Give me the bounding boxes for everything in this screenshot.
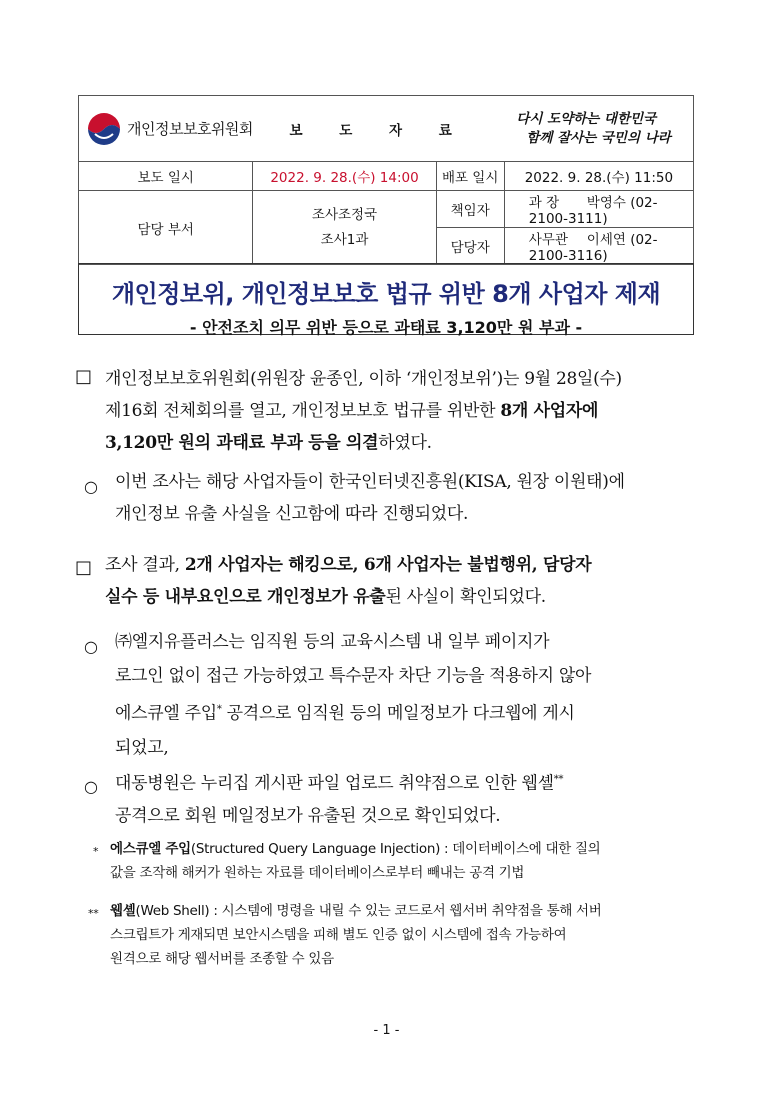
footnote-marker: * [216, 704, 222, 715]
slogan-line-1: 다시 도약하는 대한민국 [516, 110, 657, 127]
responsible-contact [504, 191, 693, 228]
square-bullet: □ [75, 557, 93, 578]
square-bullet: □ [75, 366, 93, 387]
paragraph-1-line-1: 개인정보보호위원회(위원장 윤종인, 이하 ‘개인정보위’)는 9월 28일(수) [105, 369, 622, 389]
paragraph-2-line-1: 이번 조사는 해당 사업자들이 한국인터넷진흥원(KISA, 원장 이원태)에 [115, 472, 625, 492]
manager-contact [504, 228, 693, 265]
headline-box [78, 263, 694, 335]
paragraph-3-line-2-text: 된 사실이 확인되었다. [385, 587, 546, 607]
paragraph-3-line-2 [105, 581, 705, 613]
paragraph-1-line-3-emphasis: 3,120만 원의 과태료 부과 등을 의결 [105, 433, 379, 453]
paragraph-1-line-3 [105, 427, 705, 459]
footnote-1-line-2: 값을 조작해 해커가 원하는 자료를 데이터베이스로부터 빼내는 공격 기법 [110, 865, 525, 881]
distribution-time-value: 2022. 9. 28.(수) 11:50 [504, 162, 693, 191]
responsible-phone: 박영수 (02-2100-3111) [528, 195, 658, 227]
footnote-2 [110, 899, 700, 971]
footnote-2-term: 웹셸 [110, 903, 136, 919]
paragraph-1-line-3-text: 하였다. [378, 433, 432, 453]
department-label: 담당 부서 [79, 191, 253, 265]
footnote-1-line-1 [110, 837, 700, 861]
responsible-title: 과 장 [528, 195, 560, 211]
footnote-2-text: (Web Shell) : 시스템에 명령을 내릴 수 있는 코드로서 웹서버 취약점을 통해 서버 [135, 903, 602, 919]
paragraph-5 [115, 764, 705, 832]
paragraph-5-line-2: 공격으로 회원 메일정보가 유출된 것으로 확인되었다. [115, 805, 501, 826]
department-bureau: 조사조정국 [311, 206, 378, 223]
paragraph-4-line-4: 되었고, [115, 737, 169, 758]
footnote-1-marker: * [93, 845, 99, 858]
paragraph-1-line-2 [105, 395, 705, 427]
paragraph-4 [115, 625, 705, 765]
responsible-label: 책임자 [436, 191, 504, 228]
paragraph-4-line-3 [115, 693, 705, 731]
paragraph-4-line-1: ㈜엘지유플러스는 임직원 등의 교육시스템 내 일부 페이지가 [115, 632, 550, 652]
manager-label: 담당자 [436, 228, 504, 265]
circle-bullet: ○ [84, 637, 98, 656]
department-value [253, 191, 436, 265]
org-name: 개인정보보호위원회 [127, 120, 253, 138]
footnote-1 [110, 837, 700, 885]
distribution-time-label: 배포 일시 [436, 162, 504, 191]
footnote-2-line-1 [110, 899, 700, 923]
manager-title: 사무관 [528, 232, 568, 248]
paragraph-1-line-2-text: 제16회 전체회의를 열고, 개인정보보호 법규를 위반한 [105, 401, 501, 421]
paragraph-2 [115, 466, 705, 530]
footnote-marker: ** [553, 774, 564, 785]
circle-bullet: ○ [84, 777, 98, 796]
paragraph-3-line-1-text: 조사 결과, [105, 555, 185, 575]
government-emblem-icon [87, 112, 121, 146]
paragraph-4-line-2: 로그인 없이 접근 가능하였고 특수문자 차단 기능을 적용하지 않아 [115, 666, 592, 686]
footnote-2-line-2: 스크립트가 게재되면 보안시스템을 피해 별도 인증 없이 시스템에 접속 가능하여 [110, 927, 567, 943]
department-division: 조사1과 [320, 231, 369, 248]
paragraph-4-line-3-text: 공격으로 임직원 등의 메일정보가 다크웹에 게시 [221, 703, 575, 724]
headline-subtitle: - 안전조치 의무 위반 등으로 과태료 3,120만 원 부과 - [189, 318, 583, 337]
government-slogan [504, 96, 693, 162]
document-type-title: 보 도 자 료 [253, 96, 504, 162]
page-number: - 1 - [373, 1023, 400, 1038]
paragraph-5-line-1-text: 대동병원은 누리집 게시판 파일 업로드 취약점으로 인한 웹셸 [115, 773, 554, 794]
press-release-header [78, 95, 694, 265]
logo-cell [79, 96, 253, 162]
paragraph-3 [105, 549, 705, 613]
paragraph-3-line-1-emphasis: 2개 사업자는 해킹으로, 6개 사업자는 불법행위, 담당자 [184, 555, 592, 575]
paragraph-2-line-2: 개인정보 유출 사실을 신고함에 따라 진행되었다. [115, 504, 469, 524]
release-time-value: 2022. 9. 28.(수) 14:00 [253, 162, 436, 191]
manager-phone: 이세연 (02-2100-3116) [528, 232, 658, 264]
paragraph-5-line-1 [115, 764, 705, 800]
paragraph-3-line-2-emphasis: 실수 등 내부요인으로 개인정보가 유출 [105, 587, 386, 607]
footnote-1-text: (Structured Query Language Injection) : 데이터베이스에 대한 질의 [190, 841, 601, 857]
circle-bullet: ○ [84, 477, 98, 496]
footnote-1-term: 에스큐엘 주입 [110, 841, 191, 857]
paragraph-1 [105, 363, 705, 459]
release-time-label: 보도 일시 [79, 162, 253, 191]
paragraph-3-line-1 [105, 549, 705, 581]
footnote-2-marker: ** [88, 907, 99, 920]
slogan-line-2: 함께 잘사는 국민의 나라 [526, 129, 671, 146]
paragraph-4-line-3-term: 에스큐엘 주입 [115, 703, 217, 724]
footnote-2-line-3: 원격으로 해당 웹서버를 조종할 수 있음 [110, 951, 334, 967]
paragraph-1-line-2-emphasis: 8개 사업자에 [500, 401, 599, 421]
headline-title: 개인정보위, 개인정보보호 법규 위반 8개 사업자 제재 [111, 280, 661, 308]
